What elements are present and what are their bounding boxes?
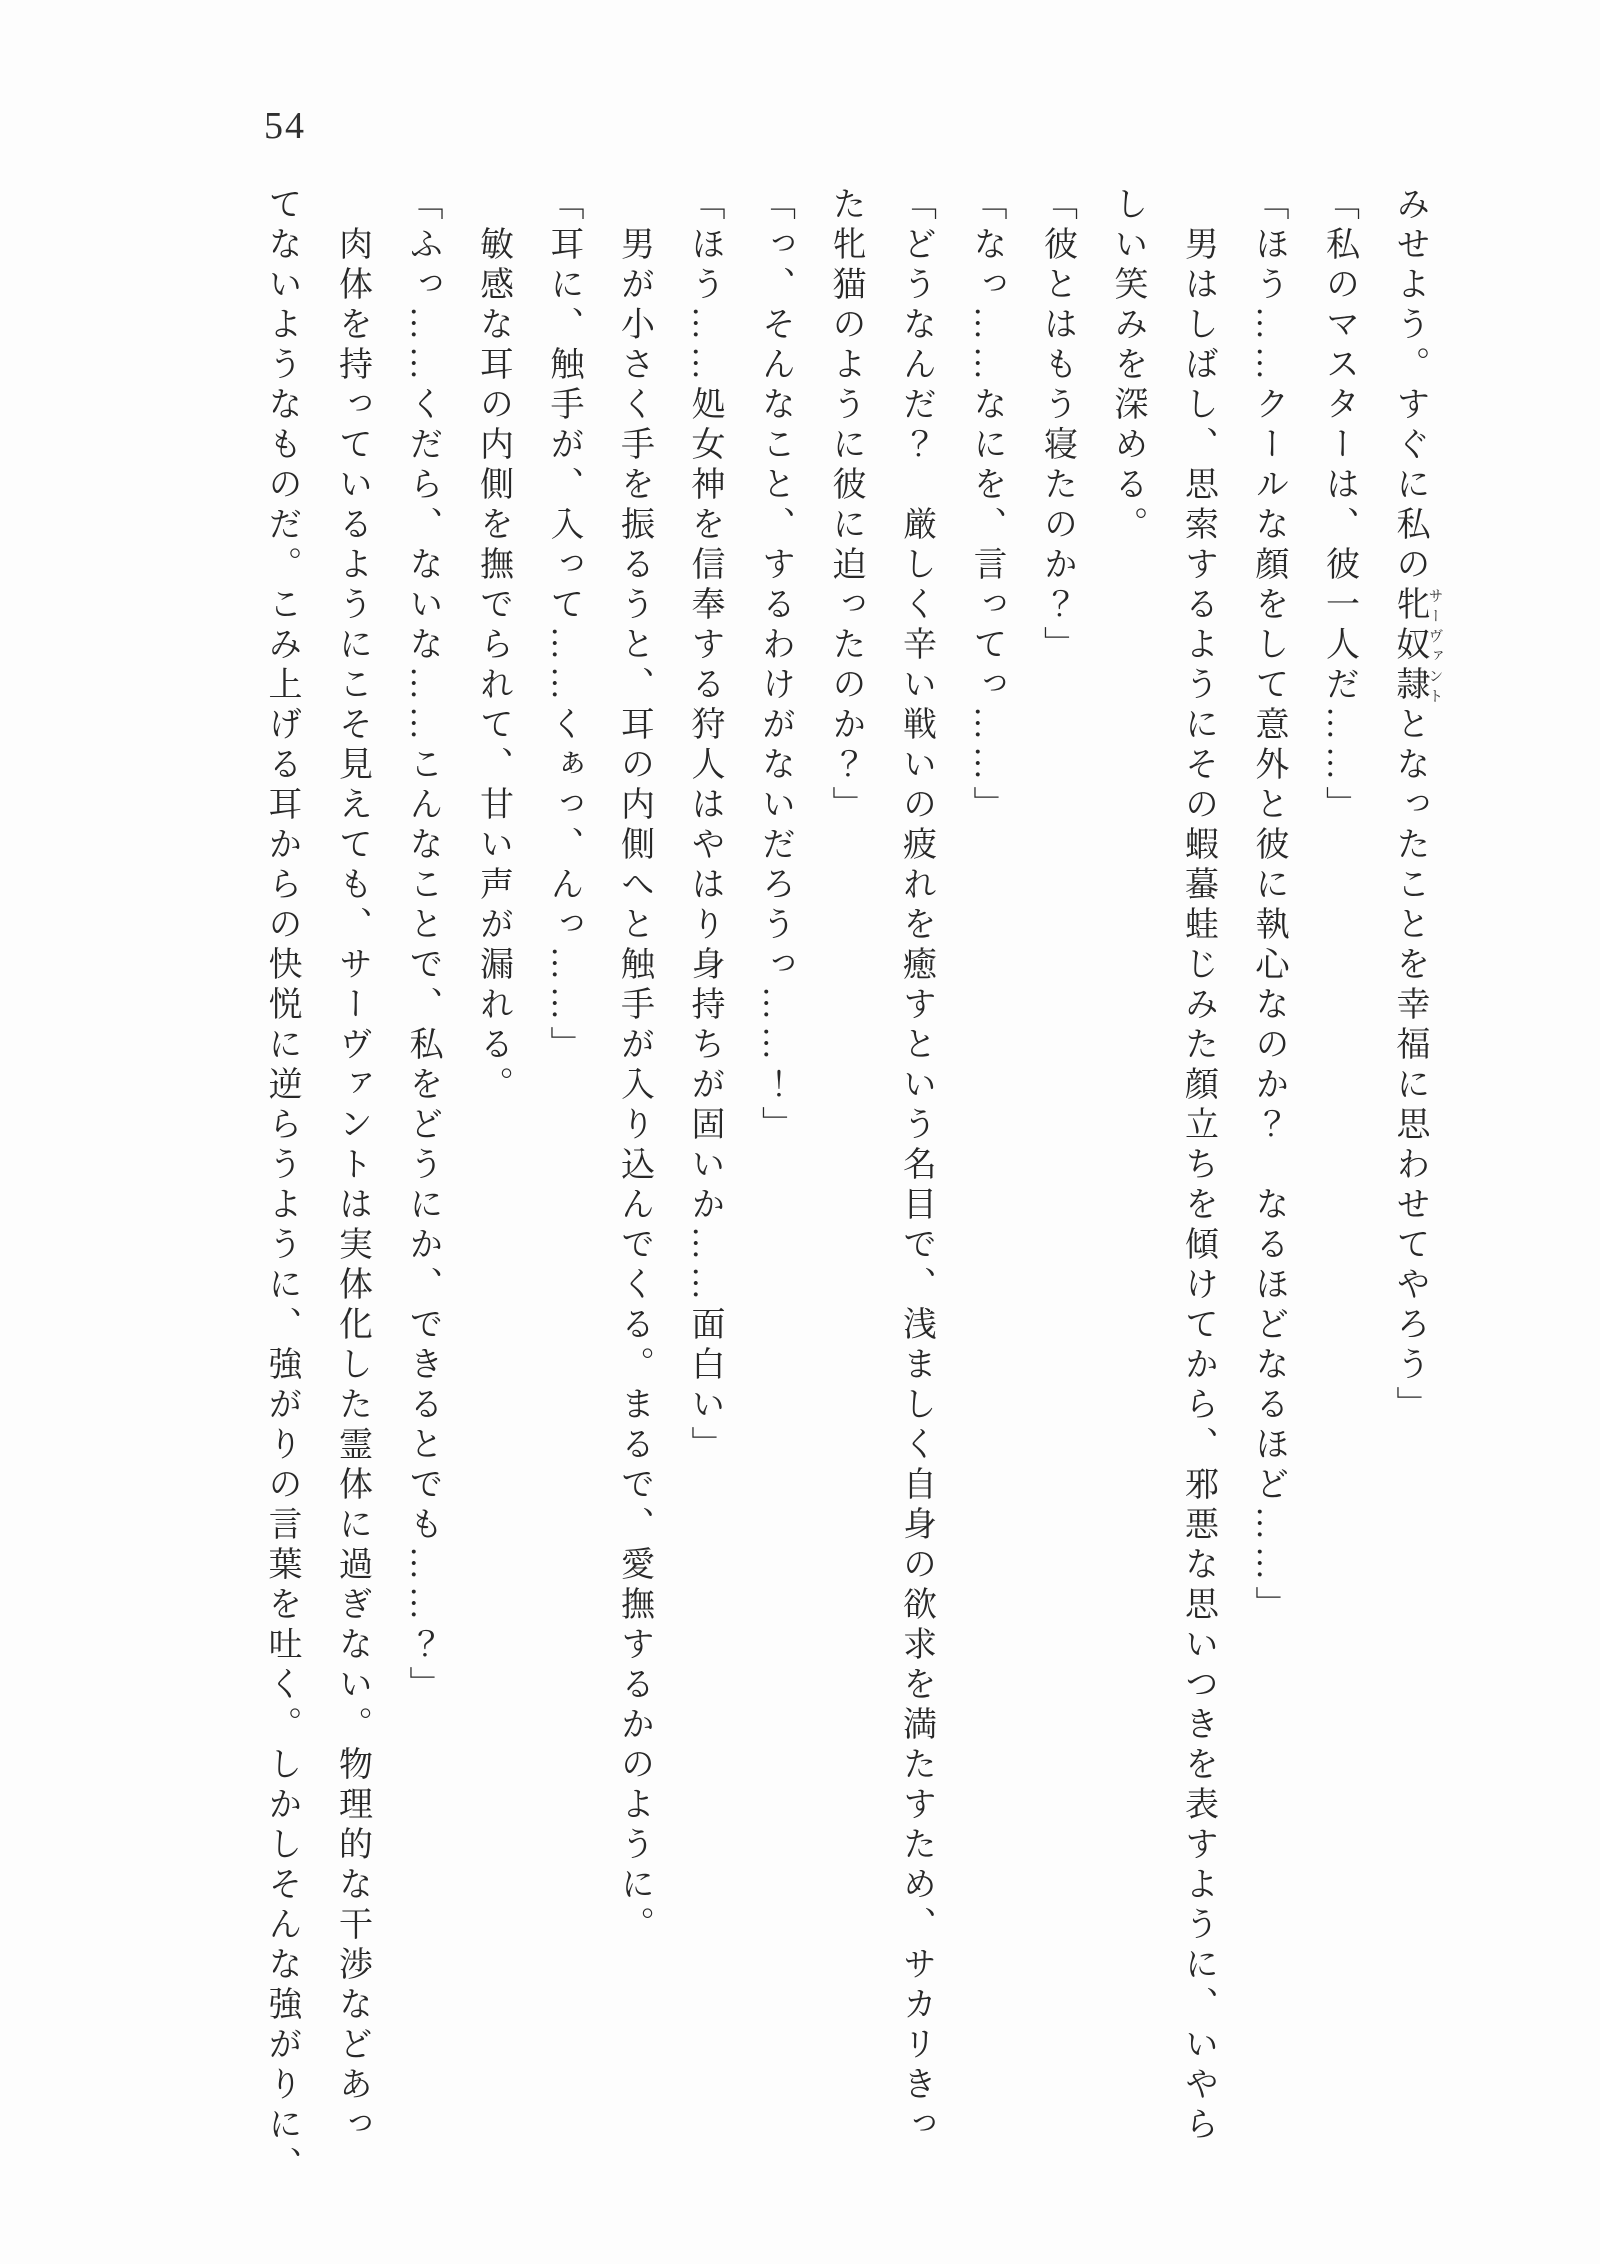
text-line: 「私のマスターは、彼一人だ……」	[1320, 186, 1358, 826]
vertical-text-area	[246, 186, 1445, 2194]
text-line: 「耳に、触手が、入って……くぁっ、んっ……」	[545, 186, 582, 1066]
text-line: 「ふっ……くだら、ないな……こんなことで、私をどうにか、できるとでも……？」	[404, 186, 441, 1706]
text-line: 男が小さく手を振るうと、耳の内側へと触手が入り込んでくる。まるで、愛撫するかのように。	[615, 226, 653, 1946]
text-line: た牝猫のように彼に迫ったのか？」	[827, 186, 864, 826]
ruby-annotated-word: 牝奴隷サーヴァント	[1391, 586, 1443, 706]
text-line: 肉体を持っているようにこそ見えても、サーヴァントは実体化した霊体に過ぎない。物理的な干渉などあっ	[333, 226, 371, 2146]
text-line: 「どうなんだ？ 厳しく辛い戦いの疲れを癒すという名目で、浅ましく自身の欲求を満たすため、サカリきっ	[897, 186, 935, 2146]
furigana: サーヴァント	[1426, 586, 1443, 706]
text-line: 男はしばし、思索するようにその蝦蟇蛙じみた顔立ちを傾けてから、邪悪な思いつきを表すように、いやら	[1179, 226, 1217, 2146]
text-line: 「なっ……なにを、言ってっ……」	[968, 186, 1005, 826]
text-line: 「っ、そんなこと、するわけがないだろうっ……！」	[756, 186, 794, 1146]
text-line: 「彼とはもう寝たのか？」	[1038, 186, 1076, 666]
text-line: 敏感な耳の内側を撫でられて、甘い声が漏れる。	[474, 226, 512, 1106]
text-line: 「ほう……クールな顔をして意外と彼に執心なのか？ なるほどなるほど……」	[1250, 186, 1287, 1626]
text-line: てないようなものだ。こみ上げる耳からの快悦に逆らうように、強がりの言葉を吐く。しかしそんな強がりに、	[263, 186, 300, 2186]
page-number: 54	[264, 105, 306, 147]
text-line: みせよう。すぐに私の牝奴隷サーヴァントとなったことを幸福に思わせてやろう」	[1391, 186, 1443, 1426]
text-line: 「ほう……処女神を信奉する狩人はやはり身持ちが固いか……面白い」	[686, 186, 723, 1466]
text-line: しい笑みを深める。	[1109, 186, 1146, 546]
